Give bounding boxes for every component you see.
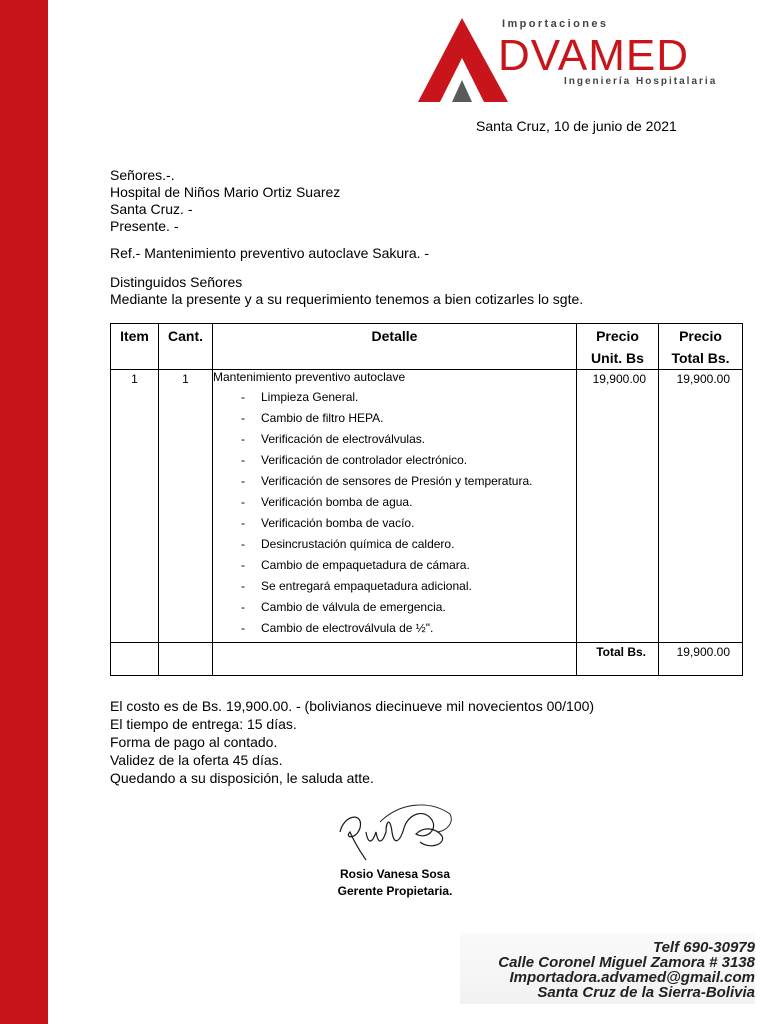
cell-item: 1 xyxy=(111,370,159,643)
addressee-line: Presente. - xyxy=(110,218,179,234)
greeting-line: Mediante la presente y a su requerimiento tenemos a bien cotizarles lo sgte. xyxy=(110,291,584,307)
task-item: - Verificación de controlador electrónico. xyxy=(213,450,576,471)
cell-detail xyxy=(213,370,577,643)
task-list xyxy=(213,387,576,639)
contact-footer xyxy=(460,934,755,1004)
addressee-line: Hospital de Niños Mario Ortiz Suarez xyxy=(110,184,341,200)
task-item: - Verificación bomba de vacío. xyxy=(213,513,576,534)
signatory-title: Gerente Propietaria. xyxy=(337,884,453,898)
footer-email: Importadora.advamed@gmail.com xyxy=(509,969,755,986)
footer-address: Calle Coronel Miguel Zamora # 3138 xyxy=(498,954,755,971)
footer-city: Santa Cruz de la Sierra-Bolivia xyxy=(537,984,755,1001)
closing-line: Validez de la oferta 45 días. xyxy=(110,752,283,768)
company-logo xyxy=(400,0,768,112)
header-qty: Cant. xyxy=(159,324,213,370)
closing-line: Forma de pago al contado. xyxy=(110,734,278,750)
header-total-price: Precio Total Bs. xyxy=(659,324,743,370)
task-item: - Desincrustación química de caldero. xyxy=(213,534,576,555)
closing-block xyxy=(110,697,594,787)
header-detail: Detalle xyxy=(213,324,577,370)
cell-qty: 1 xyxy=(159,370,213,643)
greeting-line: Distinguidos Señores xyxy=(110,274,243,290)
logo-sub-text: Ingeniería Hospitalaria xyxy=(564,76,718,87)
left-red-bar xyxy=(0,0,48,1024)
item-description: Mantenimiento preventivo autoclave xyxy=(213,370,406,384)
task-item: - Verificación de electroválvulas. xyxy=(213,429,576,450)
addressee-line: Santa Cruz. - xyxy=(110,201,193,217)
closing-line: El costo es de Bs. 19,900.00. - (bolivianos diecinueve mil novecientos 00/100) xyxy=(110,698,595,714)
task-item: - Cambio de válvula de emergencia. xyxy=(213,597,576,618)
reference-line: Ref.- Mantenimiento preventivo autoclave Sakura. - xyxy=(110,245,430,261)
cell-total-price: 19,900.00 xyxy=(659,370,743,643)
task-item: - Verificación bomba de agua. xyxy=(213,492,576,513)
total-value: 19,900.00 xyxy=(659,643,743,676)
quotation-table xyxy=(110,323,743,676)
table-row xyxy=(111,370,743,643)
addressee-block xyxy=(110,167,340,235)
closing-line: El tiempo de entrega: 15 días. xyxy=(110,716,297,732)
signatory-block xyxy=(300,866,490,900)
task-item: - Cambio de empaquetadura de cámara. xyxy=(213,555,576,576)
signatory-name: Rosio Vanesa Sosa xyxy=(339,867,451,881)
header-unit-price: Precio Unit. Bs xyxy=(577,324,659,370)
closing-line: Quedando a su disposición, le saluda atte. xyxy=(110,770,374,786)
header-item: Item xyxy=(111,324,159,370)
task-item: - Se entregará empaquetadura adicional. xyxy=(213,576,576,597)
logo-top-text: Importaciones xyxy=(502,18,609,30)
cell-unit-price: 19,900.00 xyxy=(577,370,659,643)
footer-phone: Telf 690-30979 xyxy=(652,939,755,956)
logo-name: DVAMED xyxy=(498,31,689,80)
task-item: - Verificación de sensores de Presión y temperatura. xyxy=(213,471,576,492)
letter-date: Santa Cruz, 10 de junio de 2021 xyxy=(476,118,677,134)
greeting-block xyxy=(110,274,583,308)
task-item: - Cambio de filtro HEPA. xyxy=(213,408,576,429)
task-item: - Limpieza General. xyxy=(213,387,576,408)
addressee-line: Señores.-. xyxy=(110,167,175,183)
task-item: - Cambio de electroválvula de ½". xyxy=(213,618,576,639)
total-row xyxy=(111,643,743,676)
total-label: Total Bs. xyxy=(577,643,659,676)
